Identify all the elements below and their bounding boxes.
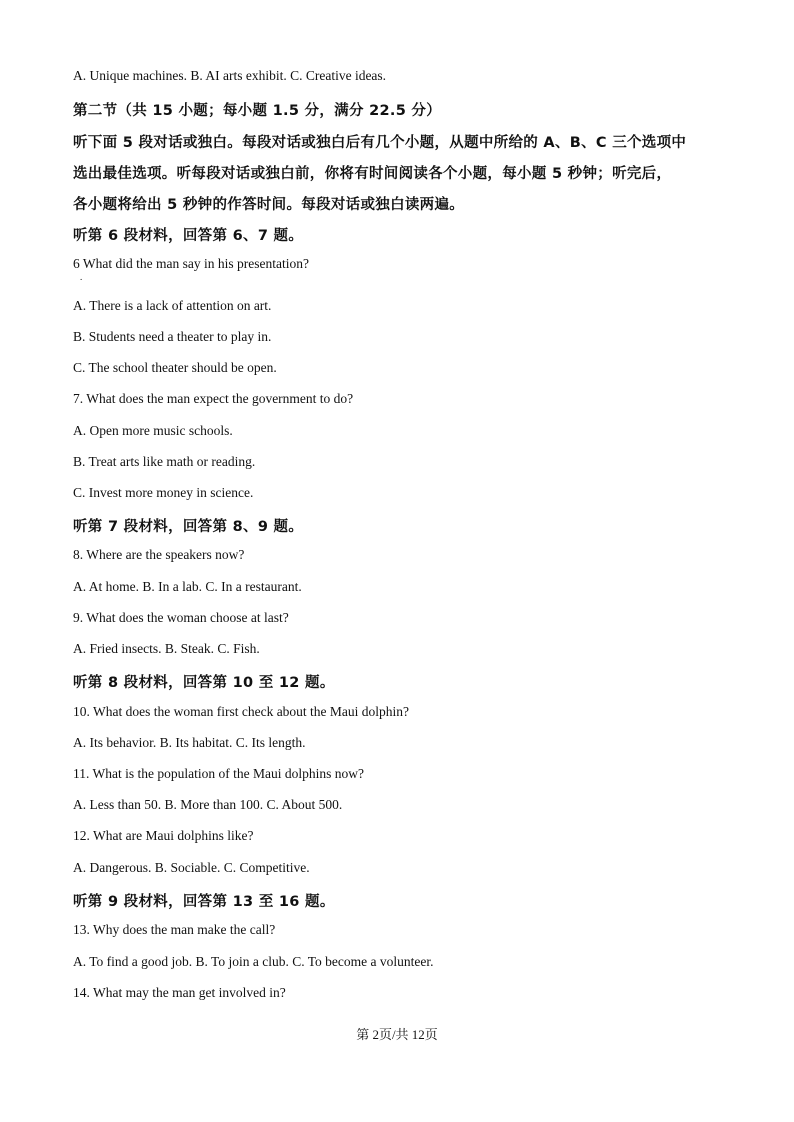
q9-options: A. Fried insects. B. Steak. C. Fish. bbox=[73, 641, 260, 656]
section-2-heading: 第二节（共 15 小题；每小题 1.5 分，满分 22.5 分） bbox=[73, 103, 442, 119]
instructions-line-2: 选出最佳选项。听每段对话或独白前，你将有时间阅读各个小题，每小题 5 秒钟；听完后， bbox=[73, 166, 672, 182]
question-8: 8. Where are the speakers now? bbox=[73, 547, 245, 562]
q6-option-c: C. The school theater should be open. bbox=[73, 360, 277, 375]
q6-option-b: B. Students need a theater to play in. bbox=[73, 329, 272, 344]
page-footer: 第 2页/共 12页 bbox=[356, 1027, 438, 1042]
q12-options: A. Dangerous. B. Sociable. C. Competitive. bbox=[73, 860, 310, 875]
q7-option-b: B. Treat arts like math or reading. bbox=[73, 454, 256, 469]
material-6-heading: 听第 6 段材料，回答第 6、7 题。 bbox=[73, 228, 304, 244]
q13-options: A. To find a good job. B. To join a club. C. To become a volunteer. bbox=[73, 954, 434, 969]
question-10: 10. What does the woman first check about the Maui dolphin? bbox=[73, 704, 410, 719]
question-9: 9. What does the woman choose at last? bbox=[73, 610, 289, 625]
question-13: 13. Why does the man make the call? bbox=[73, 922, 276, 937]
question-14: 14. What may the man get involved in? bbox=[73, 985, 286, 1000]
instructions-line-3: 各小题将给出 5 秒钟的作答时间。每段对话或独白读两遍。 bbox=[73, 197, 465, 213]
question-7: 7. What does the man expect the government to do? bbox=[73, 391, 354, 406]
material-8-heading: 听第 8 段材料，回答第 10 至 12 题。 bbox=[73, 675, 335, 691]
q5-options: A. Unique machines. B. AI arts exhibit. C. Creative ideas. bbox=[73, 68, 387, 83]
question-12: 12. What are Maui dolphins like? bbox=[73, 828, 254, 843]
q6-option-a: A. There is a lack of attention on art. bbox=[73, 298, 272, 313]
q8-options: A. At home. B. In a lab. C. In a restaurant. bbox=[73, 579, 302, 594]
material-9-heading: 听第 9 段材料，回答第 13 至 16 题。 bbox=[73, 894, 335, 910]
q10-options: A. Its behavior. B. Its habitat. C. Its length. bbox=[73, 735, 306, 750]
q7-option-c: C. Invest more money in science. bbox=[73, 485, 254, 500]
material-7-heading: 听第 7 段材料，回答第 8、9 题。 bbox=[73, 519, 304, 535]
stray-dot: . bbox=[80, 272, 83, 282]
question-11: 11. What is the population of the Maui dolphins now? bbox=[73, 766, 364, 781]
instructions-line-1: 听下面 5 段对话或独白。每段对话或独白后有几个小题，从题中所给的 A、B、C 三个选项中 bbox=[73, 135, 687, 151]
question-6: 6 What did the man say in his presentation? bbox=[73, 256, 309, 271]
q7-option-a: A. Open more music schools. bbox=[73, 423, 233, 438]
q11-options: A. Less than 50. B. More than 100. C. About 500. bbox=[73, 797, 343, 812]
